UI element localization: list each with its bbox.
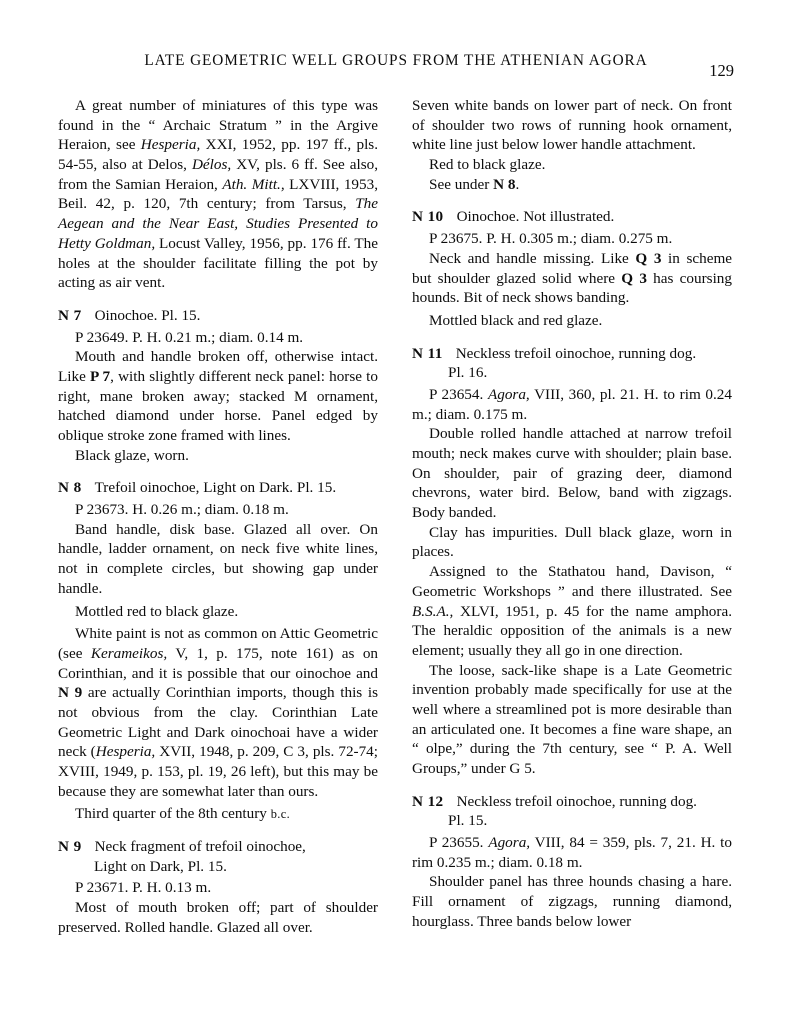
inventory-line-n11 [412, 385, 732, 424]
inventory-line-n7: P 23649. P. H. 0.21 m.; diam. 0.14 m. [75, 328, 304, 346]
text-run: Assigned to the Stathatou hand, Davison, “ Geometric Workshops ” and there illustrated. See [412, 563, 732, 600]
entry-title: Neck fragment of trefoil oinochoe, [94, 838, 306, 856]
text-run: has coursing hounds. Bit of neck shows banding. [412, 269, 732, 307]
text-run: in scheme but shoulder glazed solid where [412, 249, 732, 287]
text-run: Mouth and handle broken off, otherwise intact. Like [58, 348, 378, 385]
inventory-line-n8: P 23673. H. 0.26 m.; diam. 0.18 m. [75, 501, 289, 519]
catalog-number: N 11 [412, 344, 443, 362]
catalog-number: N 7 [58, 306, 82, 324]
commentary-n8 [58, 624, 378, 801]
text-run: A great number of miniatures of this type was found in the “ Archaic Stratum ” in the Argive Heraion, see [58, 97, 378, 154]
text-italic: Agora, [487, 385, 530, 403]
paragraph-miniatures [58, 96, 378, 293]
description-n11: Double rolled handle attached at narrow trefoil mouth; neck makes curve with shoulder; plain base. On shoulder, pair of grazing deer, diamond chevrons, water bird. Below, band with zigzags. Body banded. [412, 425, 732, 522]
text-run: XXI, 1952, pp. 197 ff., pls. 54-55, also at Delos, [58, 136, 379, 174]
glaze-note-n10: Mottled black and red glaze. [429, 311, 603, 329]
paragraph-white-bands: Seven white bands on lower part of neck. On front of shoulder two rows of running hook ornament, white line just below lower handle attachment. [412, 97, 732, 154]
running-head [58, 52, 734, 82]
catalog-number: N 8 [58, 479, 82, 497]
entry-heading-n7 [58, 306, 378, 326]
text-bold: N 9 [58, 684, 83, 702]
entry-title-continued: Light on Dark, Pl. 15. [94, 857, 227, 875]
inventory-line-n10: P 23675. P. H. 0.305 m.; diam. 0.275 m. [429, 230, 673, 248]
text-run: are actually Corinthian imports, though this is not obvious from the clay. Corinthian Late Geometric Light and Dark oinochoai have a wider neck ( [58, 684, 379, 761]
glaze-note-n9: Red to black glaze. [429, 156, 546, 174]
attribution-n11 [412, 562, 732, 660]
clay-note-n11: Clay has impurities. Dull black glaze, worn in places. [412, 523, 732, 561]
text-run: Locust Valley, 1956, pp. 176 ff. The holes at the shoulder facilitate filling the pot by acting as air vent. [58, 234, 378, 292]
text-run: XV, pls. 6 ff. See also, from the Samian Heraion, [58, 156, 378, 193]
entry-title: Neckless trefoil oinochoe, running dog. [455, 344, 697, 362]
catalog-number: N 10 [412, 208, 444, 226]
text-run: XLVI, 1951, p. 45 for the name amphora. The heraldic opposition of the animals is a new element; usually they all go in one direction. [412, 602, 732, 659]
text-run: See under [429, 175, 494, 193]
running-head-title: LATE GEOMETRIC WELL GROUPS FROM THE ATHENIAN AGORA [144, 52, 648, 69]
glaze-note-n7: Black glaze, worn. [75, 446, 189, 464]
entry-heading-n10 [412, 207, 732, 227]
entry-heading-n11 [412, 344, 732, 383]
text-run: . [515, 175, 520, 193]
entry-title: Trefoil oinochoe, Light on Dark. Pl. 15. [94, 479, 337, 497]
two-column-body [58, 96, 734, 938]
text-italic: Kerameikos, [90, 644, 168, 662]
text-italic: The Aegean and the Near East, Studies Presented to Hetty Goldman, [58, 195, 378, 252]
text-italic: Hesperia, [95, 743, 156, 761]
catalog-number: N 12 [412, 792, 444, 810]
text-run: LXVIII, 1953, Beil. 42, p. 120, 7th century; from Tarsus, [58, 175, 378, 213]
text-italic: B.S.A., [412, 602, 454, 620]
text-italic: Agora, [488, 834, 531, 852]
date-line-n8 [58, 804, 378, 824]
description-n9: Most of mouth broken off; part of shoulder preserved. Rolled handle. Glazed all over. [58, 899, 378, 936]
inventory-line-n12 [412, 833, 732, 872]
description-n8: Band handle, disk base. Glazed all over. On handle, ladder ornament, on neck five white lines, not in complete circles, but showing gap under handle. [58, 520, 378, 597]
inventory-line-n9: P 23671. P. H. 0.13 m. [75, 879, 212, 897]
text-bold: P 7 [89, 367, 111, 385]
text-run: White paint is not as common on Attic Geometric (see [58, 625, 378, 662]
text-run: XVII, 1948, p. 209, C 3, pls. 72-74; XVIII, 1949, p. 153, pl. 19, 26 left), but this may be because they are somewhat later than ours. [58, 743, 378, 800]
cross-reference-n9 [412, 175, 732, 195]
entry-heading-n12 [412, 792, 732, 831]
catalog-number: N 9 [58, 838, 82, 856]
text-italic: Hesperia, [140, 136, 201, 154]
text-bold: Q 3 [621, 269, 647, 287]
entry-heading-n8 [58, 478, 378, 498]
glaze-note-n8: Mottled red to black glaze. [75, 602, 239, 620]
era-abbrev: b.c. [270, 807, 291, 822]
text-bold: N 8 [493, 175, 516, 193]
text-run: P 23655. [429, 834, 489, 852]
text-run: Third quarter of the 8th century [75, 805, 271, 823]
entry-title-continued: Pl. 16. [448, 364, 488, 382]
entry-title: Oinochoe. Not illustrated. [456, 208, 615, 226]
text-run: VIII, 360, pl. 21. H. to rim 0.24 m.; diam. 0.175 m. [412, 385, 732, 423]
entry-title-continued: Pl. 15. [448, 812, 488, 830]
text-run: Neck and handle missing. Like [429, 249, 636, 267]
commentary-n11-shape: The loose, sack-like shape is a Late Geometric invention probably made specifically for use at the well where a streamlined pot is more desirable than an articulated one. It becomes a fine ware shape, an “ olpe,” during the 7th century, see “ P. A. Well Groups,” under G 5. [412, 661, 732, 777]
right-column [412, 96, 732, 932]
left-column [58, 96, 378, 938]
description-n12: Shoulder panel has three hounds chasing a hare. Fill ornament of zigzags, running diamond, hourglass. Three bands below lower [412, 873, 732, 930]
text-run: , with slightly different neck panel: horse to right, mane broken away; stacked M ornament, hatched diamond under horse. Panel edged by oblique stroke zone framed with lines. [58, 367, 378, 444]
entry-heading-n9 [58, 837, 378, 876]
text-run: P 23654. [429, 385, 488, 403]
entry-title: Oinochoe. Pl. 15. [94, 306, 201, 324]
page-number: 129 [709, 61, 734, 80]
description-n10 [412, 249, 732, 308]
text-italic: Délos, [191, 156, 232, 174]
text-run: VIII, 84 = 359, pls. 7, 21. H. to rim 0.235 m.; diam. 0.18 m. [412, 834, 732, 871]
text-run: V, 1, p. 175, note 161) as on Corinthian, and it is possible that our oinochoe and [58, 644, 379, 682]
text-bold: Q 3 [635, 249, 662, 267]
text-italic: Ath. Mitt., [222, 175, 285, 193]
entry-title: Neckless trefoil oinochoe, running dog. [456, 792, 697, 810]
description-n7 [58, 347, 378, 445]
